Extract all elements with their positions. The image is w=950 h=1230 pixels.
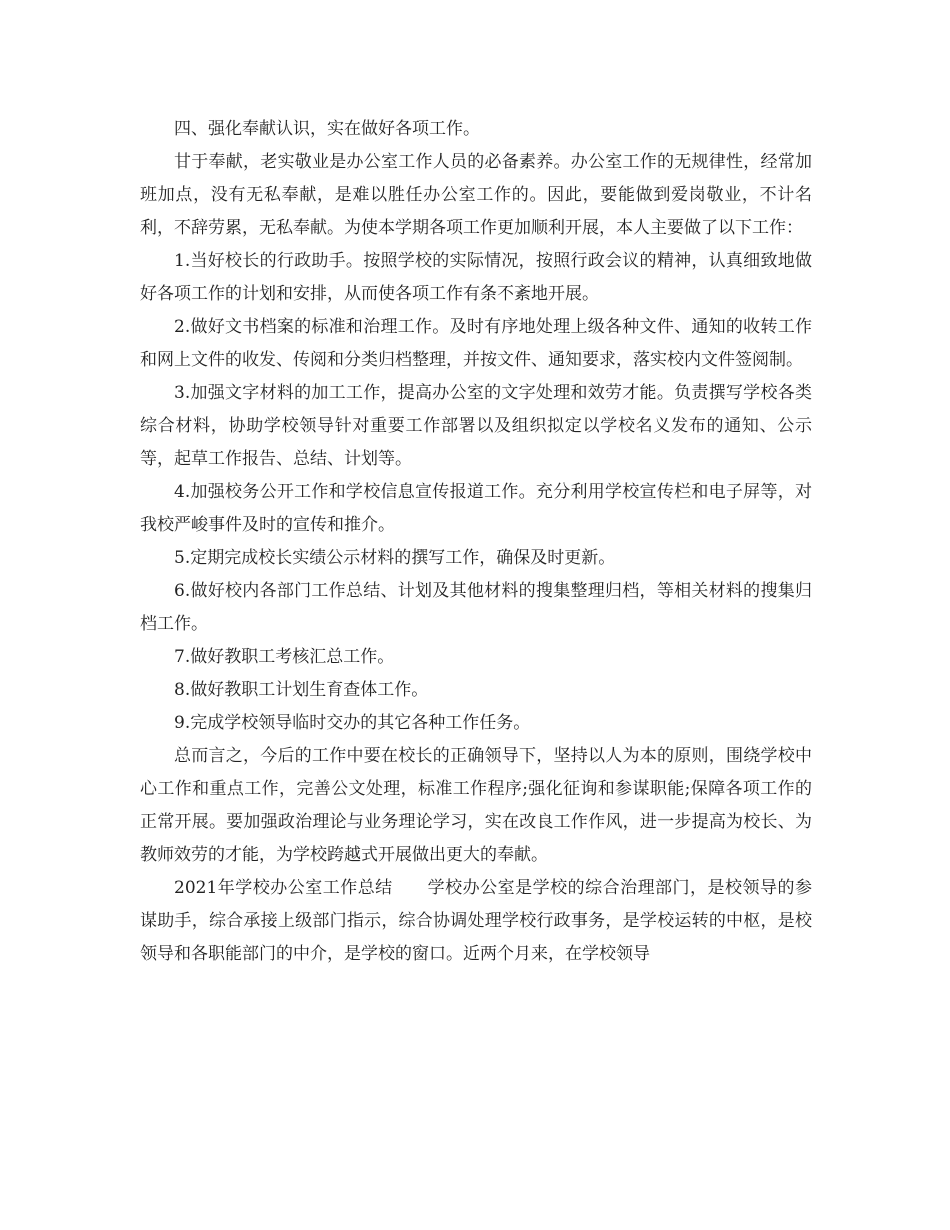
list-item: 8.做好教职工计划生育查体工作。 [174, 680, 429, 700]
list-item: 1.当好校长的行政助手。按照学校的实际情况，按照行政会议的精神，认真细致地做好各项工作的计划和安排，从而使各项工作有条不紊地开展。 [140, 251, 812, 304]
paragraph: 2021年学校办公室工作总结 学校办公室是学校的综合治理部门，是校领导的参谋助手，综合承接上级部门指示，综合协调处理学校行政事务，是学校运转的中枢，是校领导和各职能部门的中介，是学校的窗口。近两个月来，在学校领导 [140, 878, 812, 964]
document-page [140, 113, 812, 971]
paragraph: 甘于奉献，老实敬业是办公室工作人员的必备素养。办公室工作的无规律性，经常加班加点，没有无私奉献，是难以胜任办公室工作的。因此，要能做到爱岗敬业，不计名利，不辞劳累，无私奉献。为使本学期各项工作更加顺利开展，本人主要做了以下工作： [140, 152, 812, 238]
section-heading: 四、强化奉献认识，实在做好各项工作。 [174, 119, 480, 139]
list-item: 3.加强文字材料的加工工作，提高办公室的文字处理和效劳才能。负责撰写学校各类综合材料，协助学校领导针对重要工作部署以及组织拟定以学校名义发布的通知、公示等，起草工作报告、总结、计划等。 [140, 383, 812, 469]
list-item: 6.做好校内各部门工作总结、计划及其他材料的搜集整理归档，等相关材料的搜集归档工作。 [140, 581, 812, 634]
paragraph: 总而言之，今后的工作中要在校长的正确领导下，坚持以人为本的原则，围绕学校中心工作和重点工作，完善公文处理，标准工作程序;强化征询和参谋职能;保障各项工作的正常开展。要加强政治理论与业务理论学习，实在改良工作作风，进一步提高为校长、为教师效劳的才能，为学校跨越式开展做出更大的奉献。 [140, 746, 812, 865]
list-item: 4.加强校务公开工作和学校信息宣传报道工作。充分利用学校宣传栏和电子屏等，对我校严峻事件及时的宣传和推介。 [140, 482, 812, 535]
list-item: 9.完成学校领导临时交办的其它各种工作任务。 [174, 713, 531, 733]
list-item: 5.定期完成校长实绩公示材料的撰写工作，确保及时更新。 [174, 548, 616, 568]
list-item: 2.做好文书档案的标准和治理工作。及时有序地处理上级各种文件、通知的收转工作和网上文件的收发、传阅和分类归档整理，并按文件、通知要求，落实校内文件签阅制。 [140, 317, 812, 370]
list-item: 7.做好教职工考核汇总工作。 [174, 647, 395, 667]
